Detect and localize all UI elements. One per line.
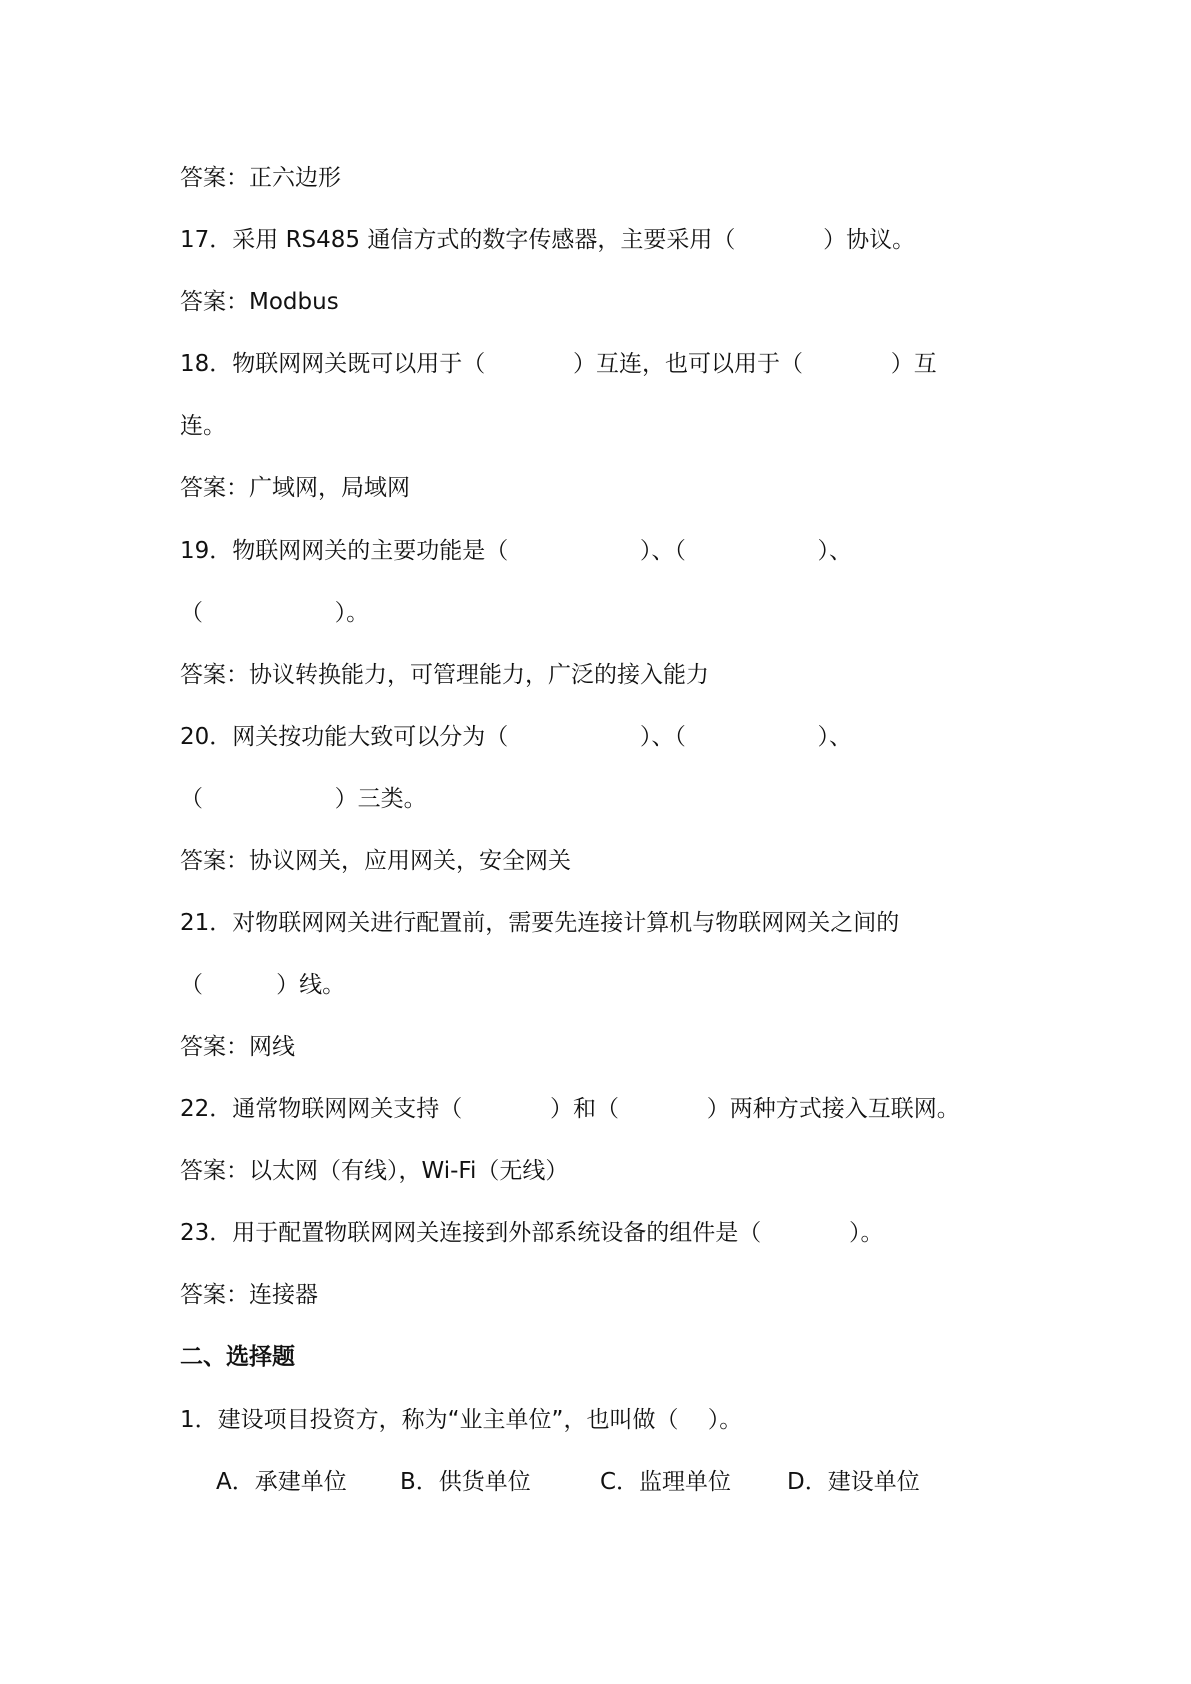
answer-line: 答案：协议转换能力，可管理能力，广泛的接入能力 [180,662,709,688]
question-20-continued: （ ）三类。 [180,786,427,812]
option-a: A．承建单位 [216,1469,347,1495]
section-heading: 二、选择题 [180,1344,295,1370]
question-19-continued: （ ）。 [180,600,370,626]
option-c: C．监理单位 [600,1469,732,1495]
answer-line: 答案：以太网（有线），Wi-Fi（无线） [180,1158,569,1184]
answer-line: 答案：Modbus [180,289,339,315]
question-21: 21．对物联网网关进行配置前，需要先连接计算机与物联网网关之间的 [180,910,900,936]
option-b: B．供货单位 [400,1469,531,1495]
answer-line: 答案：广域网，局域网 [180,475,410,501]
question-21-continued: （ ）线。 [180,972,346,998]
question-20: 20．网关按功能大致可以分为（ ）、（ ）、 [180,724,852,750]
question-18-continued: 连。 [180,413,226,439]
answer-line: 答案：协议网关，应用网关，安全网关 [180,848,571,874]
question-18: 18．物联网网关既可以用于（ ）互连，也可以用于（ ）互 [180,351,937,377]
answer-line: 答案：连接器 [180,1282,318,1308]
question-22: 22．通常物联网网关支持（ ）和（ ）两种方式接入互联网。 [180,1096,960,1122]
question-19: 19．物联网网关的主要功能是（ ）、（ ）、 [180,538,852,564]
answer-line: 答案：正六边形 [180,165,341,191]
answer-line: 答案：网线 [180,1034,295,1060]
option-d: D．建设单位 [787,1469,920,1495]
question-17: 17．采用 RS485 通信方式的数字传感器，主要采用（ ）协议。 [180,227,916,253]
question-23: 23．用于配置物联网网关连接到外部系统设备的组件是（ ）。 [180,1220,884,1246]
choice-question-1: 1．建设项目投资方，称为“业主单位”，也叫做（ ）。 [180,1407,743,1433]
